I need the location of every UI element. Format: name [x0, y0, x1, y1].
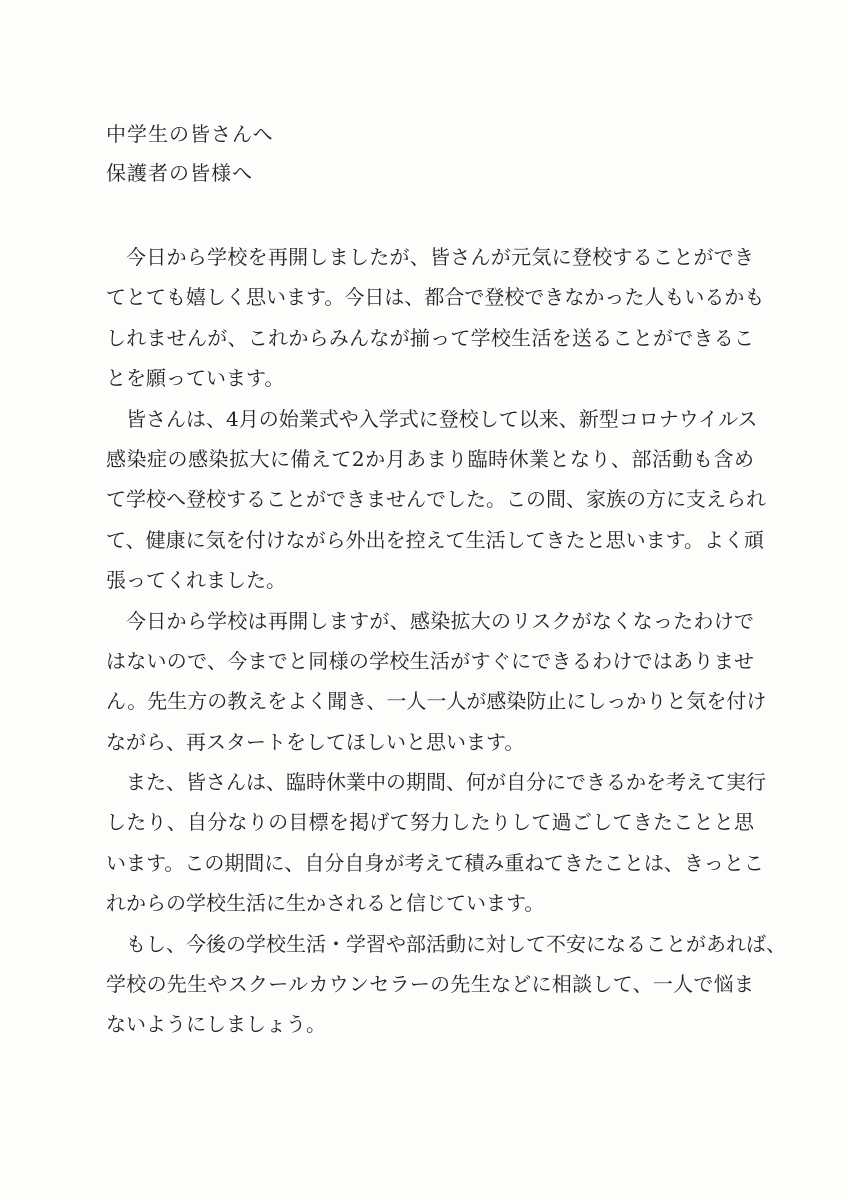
- paragraph-4: [106, 762, 766, 924]
- paragraph-line: います。この期間に、自分自身が考えて積み重ねてきたことは、きっとこ: [106, 850, 764, 875]
- paragraph-line: 皆さんは、4月の始業式や入学式に登校して以来、新型コロナウイルス: [126, 406, 758, 431]
- paragraph-line: て学校へ登校することができませんでした。この間、家族の方に支えられ: [106, 487, 766, 512]
- paragraph-line: しれませんが、これからみんなが揃って学校生活を送ることができるこ: [106, 325, 754, 350]
- paragraph-line: したり、自分なりの目標を掲げて努力したりして過ごしてきたことと思: [106, 810, 754, 835]
- paragraph-3: [106, 601, 767, 763]
- paragraph-line: ながら、再スタートをしてほしいと思います。: [106, 729, 525, 754]
- paragraph-line: 張ってくれました。: [106, 568, 286, 593]
- paragraph-line: 今日から学校を再開しましたが、皆さんが元気に登校することができ: [126, 245, 754, 269]
- paragraph-line: とを願っています。: [106, 366, 285, 391]
- paragraph-line: てとても嬉しく思います。今日は、都合で登校できなかった人もいるかも: [106, 285, 765, 310]
- paragraph-line: もし、今後の学校生活・学習や部活動に対して不安になることがあれば、: [126, 931, 786, 956]
- paragraph-1: [106, 237, 765, 399]
- paragraph-line: て、健康に気を付けながら外出を控えて生活してきたと思います。よく頑: [106, 527, 764, 552]
- paragraph-line: 感染症の感染拡大に備えて2か月あまり臨時休業となり、部活動も含め: [106, 446, 754, 471]
- paragraph-line: ないようにしましょう。: [106, 1012, 326, 1037]
- addressee-guardians: 保護者の皆様へ: [106, 161, 253, 185]
- paragraph-line: ん。先生方の教えをよく聞き、一人一人が感染防止にしっかりと気を付け: [106, 689, 767, 714]
- paragraph-line: はないので、今までと同様の学校生活がすぐにできるわけではありませ: [106, 648, 754, 673]
- letter-body: [106, 237, 786, 1045]
- paragraph-2: [106, 399, 766, 601]
- paragraph-line: 学校の先生やスクールカウンセラーの先生などに相談して、一人で悩ま: [106, 972, 754, 997]
- paragraph-5: [106, 924, 786, 1045]
- paragraph-line: 今日から学校は再開しますが、感染拡大のリスクがなくなったわけで: [126, 608, 754, 633]
- paragraph-line: れからの学校生活に生かされると信じています。: [106, 891, 545, 916]
- addressee-students: 中学生の皆さんへ: [106, 122, 274, 146]
- paragraph-line: また、皆さんは、臨時休業中の期間、何が自分にできるかを考えて実行: [126, 770, 766, 795]
